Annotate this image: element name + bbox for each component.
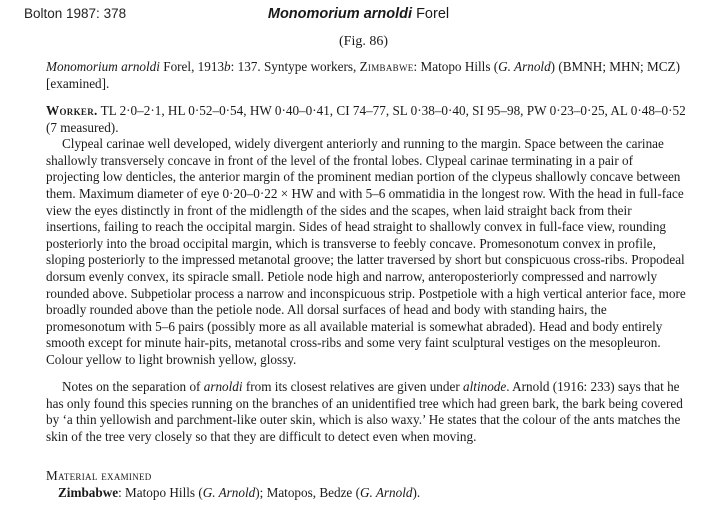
citation-text: : 137. Syntype workers, — [230, 59, 360, 74]
page-reference: Bolton 1987: 378 — [24, 6, 127, 21]
worker-section — [46, 103, 686, 369]
citation — [46, 59, 686, 92]
notes-paragraph — [46, 379, 686, 445]
worker-measurements: TL 2·0–2·1, HL 0·52–0·54, HW 0·40–0·41, CI 74–77, SL 0·38–0·40, SI 95–98, PW 0·23–0·25, AL 0·48–0·52 (7 measured). — [46, 103, 686, 135]
material-heading: Material examined — [46, 468, 152, 483]
material-list — [46, 485, 686, 502]
material-country: Zimbabwe — [58, 484, 119, 500]
material-text: ); Matopos, Bedze ( — [255, 484, 360, 500]
material-text: : Matopo Hills ( — [118, 484, 203, 500]
citation-text: : Matopo Hills ( — [413, 59, 499, 74]
species-author: Forel — [416, 6, 450, 22]
citation-text: ) (BMNH; MHN; MCZ) [examined]. — [46, 59, 680, 91]
notes-text: from its closest relatives are given under — [242, 379, 464, 394]
figure-reference: (Fig. 86) — [339, 34, 388, 49]
material-text: ). — [412, 484, 421, 500]
species-title — [0, 6, 707, 22]
worker-measurements-paragraph — [46, 103, 686, 136]
citation-letter: b — [224, 59, 231, 74]
citation-text: Forel, 1913 — [159, 59, 225, 74]
species-name: Monomorium arnoldi — [267, 6, 413, 22]
citation-collector: G. Arnold — [498, 59, 551, 74]
notes-text: . Arnold (1916: 233) says that he has only found this species running on the branches of an unidentified tree which had green bark, the bark being covered by ‘a thin yellowish and parchment-like outer skin, which is also waxy.’ He states that the colour of the ants matches the skin of the tree very closely so that they are difficult to detect even when moving. — [46, 379, 683, 444]
material-section — [46, 468, 686, 501]
notes-species: arnoldi — [203, 379, 243, 394]
notes-text: Notes on the separation of — [62, 379, 204, 394]
citation-country: Zimbabwe — [359, 59, 414, 74]
notes-species: altinode — [463, 379, 507, 394]
citation-name: Monomorium arnoldi — [46, 59, 160, 74]
worker-description: Clypeal carinae well developed, widely divergent anteriorly and running to the margin. Space between the carinae shallowly transversely concave in front of the level of the frontal lobes. Clypeal carinae terminating in a pair of projecting low denticles, the anterior margin of the prominent median portion of the clypeus shallowly concave between them. Maximum diameter of eye 0·20–0·22 × HW and with 5–6 ommatidia in the longest row. With the head in full-face view the eyes distinctly in front of the midlength of the sides and the scapes, when laid straight back from their insertions, failing to reach the occipital margin. Sides of head straight to shallowly convex in full-face view, rounding posteriorly into the broad occipital margin, which is transverse to feebly concave. Promesonotum convex in profile, sloping posteriorly to the impressed metanotal groove; the latter traversed by short but conspicuous cross-ribs. Propodeal dorsum evenly convex, its spiracle small. Petiole node high and narrow, anteroposteriorly compressed and narrowly rounded above. Subpetiolar process a narrow and inconspicuous strip. Postpetiole with a high vertical anterior face, more broadly rounded above than the petiole node. All dorsal surfaces of head and body with standing hairs, the promesonotum with 5–6 pairs (possibly more as all available material is somewhat abraded). Head and body entirely smooth except for minute hair-pits, metanotal cross-ribs and some very faint sculptural vestiges on the mesopleuron. Colour yellow to light brownish yellow, glossy. — [46, 136, 686, 367]
material-collector: G. Arnold — [202, 484, 256, 500]
material-collector: G. Arnold — [359, 484, 413, 500]
worker-label: Worker. — [46, 103, 98, 118]
